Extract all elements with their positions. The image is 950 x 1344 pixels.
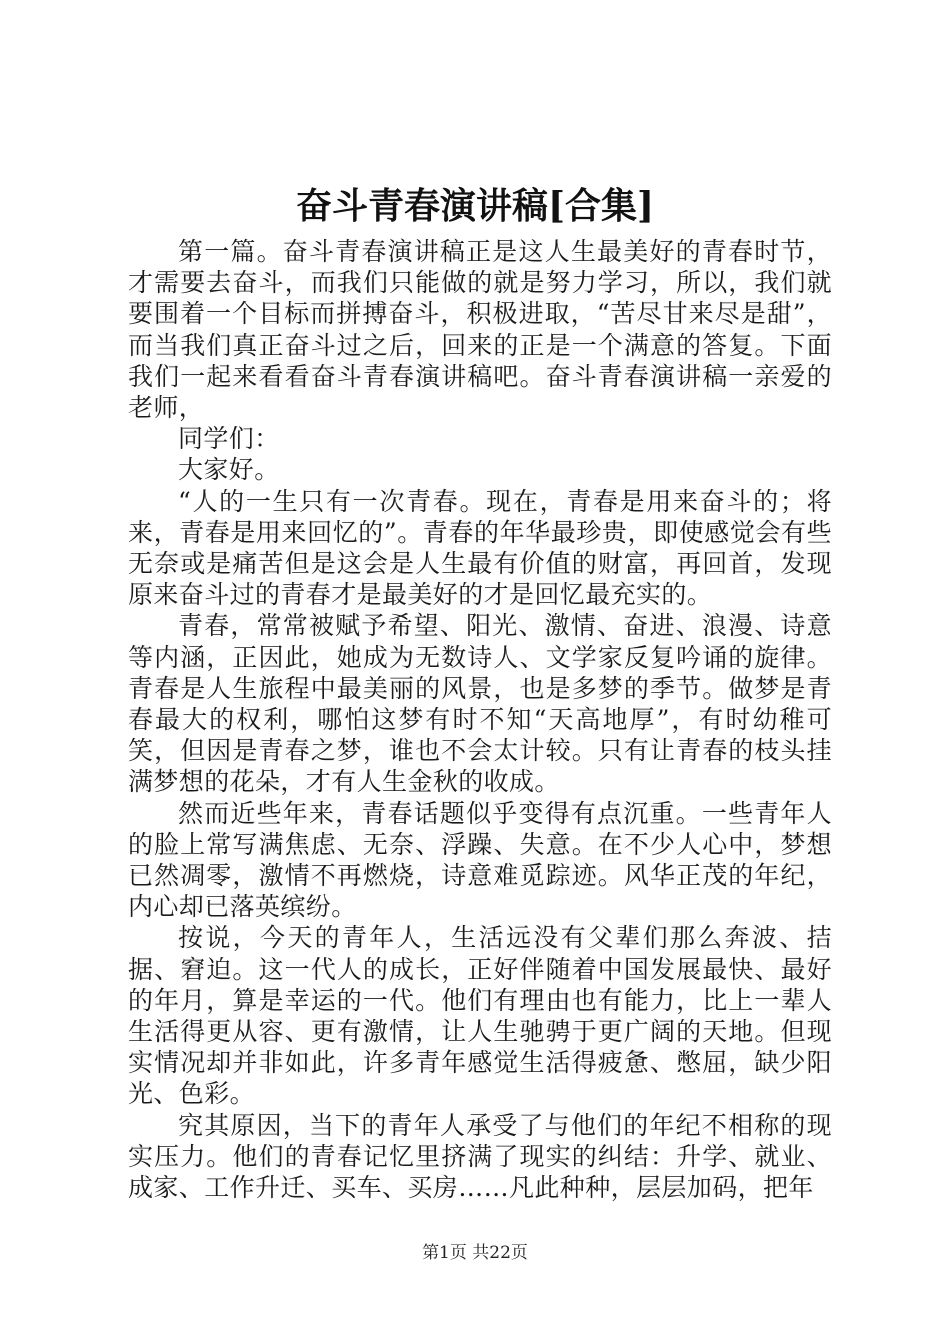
paragraph: “人的一生只有一次青春。现在，青春是用来奋斗的；将来，青春是用来回忆的”。青春的年华最珍贵，即使感觉会有些无奈或是痛苦但是这会是人生最有价值的财富，再回首，发现原来奋斗过的青春才是最美好的才是回忆最充实的。 — [128, 486, 832, 610]
document-body — [128, 236, 832, 1203]
paragraph: 第一篇。奋斗青春演讲稿正是这人生最美好的青春时节，才需要去奋斗，而我们只能做的就是努力学习，所以，我们就要围着一个目标而拼搏奋斗，积极进取，“苦尽甘来尽是甜”，而当我们真正奋斗过之后，回来的正是一个满意的答复。下面我们一起来看看奋斗青春演讲稿吧。奋斗青春演讲稿一亲爱的老师， — [128, 237, 832, 423]
document-title: 奋斗青春演讲稿[合集] — [295, 185, 655, 227]
paragraph: 按说，今天的青年人，生活远没有父辈们那么奔波、拮据、窘迫。这一代人的成长，正好伴随着中国发展最快、最好的年月，算是幸运的一代。他们有理由也有能力，比上一辈人生活得更从容、更有激情，让人生驰骋于更广阔的天地。但现实情况却并非如此，许多青年感觉生活得疲惫、憋屈，缺少阳光、色彩。 — [128, 923, 832, 1109]
paragraph: 同学们： — [178, 424, 280, 454]
paragraph: 青春，常常被赋予希望、阳光、激情、奋进、浪漫、诗意等内涵，正因此，她成为无数诗人、文学家反复吟诵的旋律。青春是人生旅程中最美丽的风景，也是多梦的季节。做梦是青春最大的权利，哪怕这梦有时不知“天高地厚”，有时幼稚可笑，但因是青春之梦，谁也不会太计较。只有让青春的枝头挂满梦想的花朵，才有人生金秋的收成。 — [128, 611, 832, 797]
paragraph: 大家好。 — [178, 455, 280, 485]
page-number-footer: 第1页 共22页 — [422, 1243, 528, 1263]
paragraph: 然而近些年来，青春话题似乎变得有点沉重。一些青年人的脸上常写满焦虑、无奈、浮躁、失意。在不少人心中，梦想已然凋零，激情不再燃烧，诗意难觅踪迹。风华正茂的年纪，内心却已落英缤纷。 — [128, 798, 832, 922]
paragraph: 究其原因，当下的青年人承受了与他们的年纪不相称的现实压力。他们的青春记忆里挤满了现实的纠结：升学、就业、成家、工作升迁、买车、买房……凡此种种，层层加码，把年 — [128, 1110, 832, 1203]
